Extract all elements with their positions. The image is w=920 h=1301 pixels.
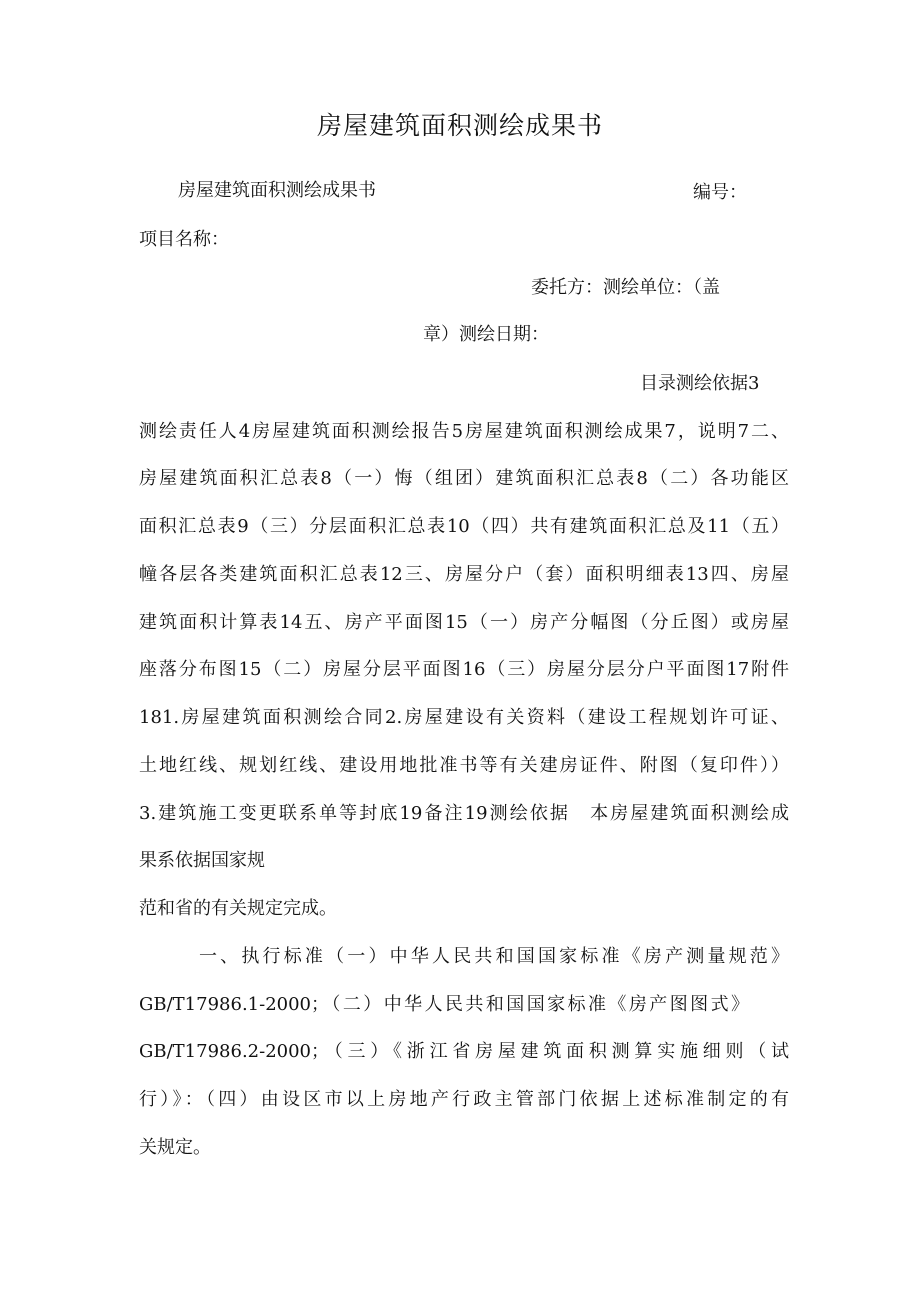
toc-line: 房屋建筑面积汇总表8（一）悔（组团）建筑面积汇总表8（二）各功能区 bbox=[139, 468, 789, 489]
client-surveyor-line: 委托方：测绘单位：（盖 bbox=[531, 277, 720, 298]
toc-line: 181.房屋建筑面积测绘合同2.房屋建设有关资料（建设工程规划许可证、 bbox=[139, 707, 789, 728]
number-label: 编号： bbox=[693, 182, 747, 203]
toc-line: 测绘责任人4房屋建筑面积测绘报告5房屋建筑面积测绘成果7，说明7二、 bbox=[139, 421, 789, 442]
standards-line: 行）》：（四）由设区市以上房地产行政主管部门依据上述标准制定的有 bbox=[139, 1089, 789, 1110]
standards-line: 关规定。 bbox=[139, 1137, 211, 1158]
toc-line: 座落分布图15（二）房屋分层平面图16（三）房屋分层分户平面图17附件 bbox=[139, 659, 789, 680]
toc-line: 范和省的有关规定完成。 bbox=[139, 898, 337, 919]
toc-line: 土地红线、规划红线、建设用地批准书等有关建房证件、附图（复印件）） bbox=[139, 755, 789, 776]
toc-heading: 目录测绘依据3 bbox=[640, 373, 760, 394]
standards-line: 一、执行标准（一）中华人民共和国国家标准《房产测量规范》 bbox=[199, 946, 789, 967]
page-title: 房屋建筑面积测绘成果书 bbox=[316, 111, 603, 140]
toc-line: 幢各层各类建筑面积汇总表12三、房屋分户（套）面积明细表13四、房屋 bbox=[139, 564, 789, 585]
survey-date-line: 章）测绘日期： bbox=[423, 324, 549, 345]
book-name: 房屋建筑面积测绘成果书 bbox=[178, 180, 376, 201]
project-name-label: 项目名称： bbox=[139, 229, 229, 250]
toc-line: 建筑面积计算表14五、房产平面图15（一）房产分幅图（分丘图）或房屋 bbox=[139, 612, 789, 633]
toc-line: 3.建筑施工变更联系单等封底19备注19测绘依据 本房屋建筑面积测绘成 bbox=[139, 803, 789, 824]
standards-line: GB/T17986.1-2000；（二）中华人民共和国国家标准《房产图图式》 bbox=[139, 994, 749, 1015]
standards-line: GB/T17986.2-2000；（三）《浙江省房屋建筑面积测算实施细则（试 bbox=[139, 1041, 789, 1062]
toc-line: 果系依据国家规 bbox=[139, 850, 265, 871]
toc-line: 面积汇总表9（三）分层面积汇总表10（四）共有建筑面积汇总及11（五） bbox=[139, 516, 789, 537]
